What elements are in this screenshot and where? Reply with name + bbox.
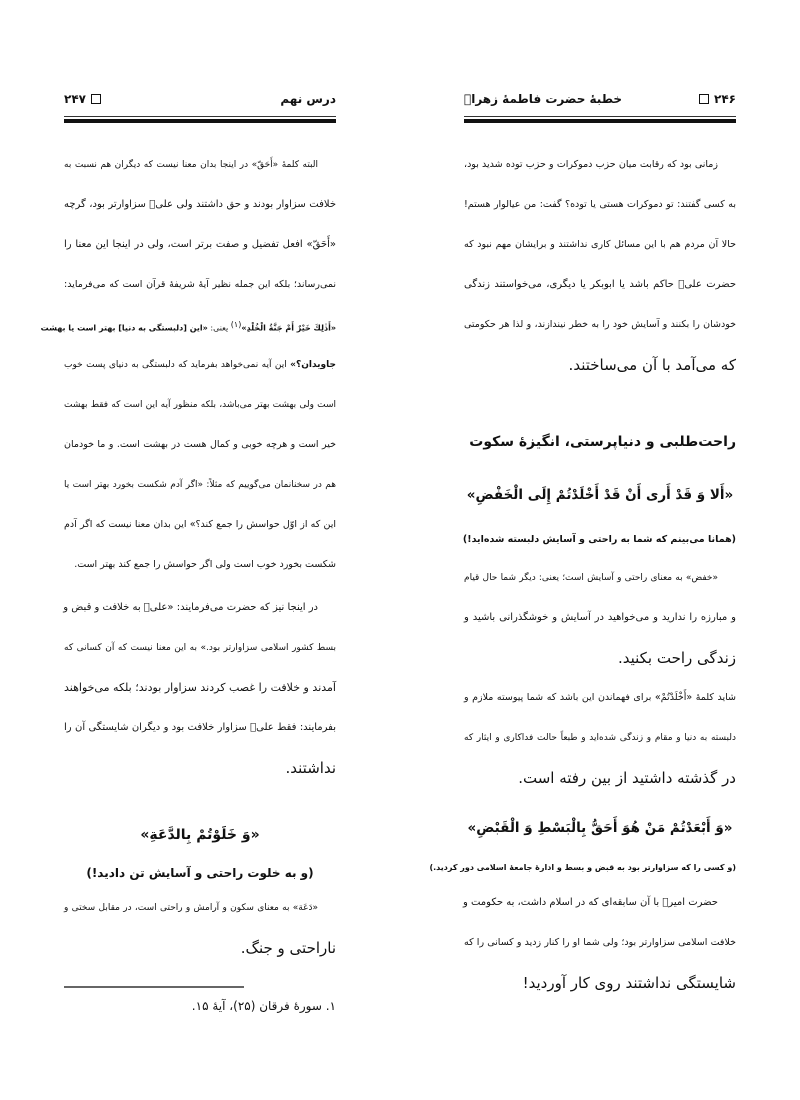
footnote: ۱. سورهٔ فرقان (۲۵)، آیهٔ ۱۵.: [191, 999, 336, 1013]
arabic-quote: «أَلا وَ قَدْ أَری أَنْ قَدْ أَخْلَدْتُمْ إِلَی الْخَفْضِ»: [466, 487, 734, 503]
text-line: [40, 305, 336, 345]
square-icon: [699, 94, 709, 104]
text-line: «دَعَة» به معنای سکون و آرامش و راحتی است، در مقابل سختی و: [64, 903, 318, 913]
text-line: هم در سخنانمان می‌گوییم که مثلاً: «اگر آدم شکست بخورد بهتر است یا: [64, 480, 336, 490]
text-line: «خفض» به معنای راحتی و آسایش است؛ یعنی: دیگر شما حال قیام: [464, 573, 718, 583]
running-title: درس نهم: [280, 92, 336, 106]
paragraph: [464, 678, 736, 798]
paragraph: [464, 145, 736, 385]
text-line: نمی‌رساند؛ بلکه این جمله نظیر آیهٔ شریفهٔ قرآن است که می‌فرماید:: [64, 279, 336, 290]
arabic-quote: «وَ خَلَوْتُمْ بِالدَّعَةِ»: [140, 827, 260, 843]
header-rule-thick: [464, 119, 736, 123]
section-heading: راحت‌طلبی و دنیاپرستی، انگیزهٔ سکوت: [469, 434, 736, 450]
right-page: [429, 84, 736, 1003]
header-rule: [64, 116, 336, 117]
page-number: [699, 92, 736, 106]
text-line: دلبسته به دنیا و مقام و زندگی شده‌اید و طبعاً حالت فداکاری و ایثار که: [464, 733, 736, 743]
page-header: [64, 84, 336, 114]
header-rule-thick: [64, 119, 336, 123]
text-line: شایستگی نداشتند روی کار آوردید!: [522, 974, 736, 992]
paragraph: [40, 145, 336, 585]
text-line: البته کلمهٔ «أَحَقّ» در اینجا بدان معنا نیست که دیگران هم نسبت به: [64, 160, 318, 170]
text-line: بسط کشور اسلامی سزاوارتر بود.» به این معنا نیست که آن کسانی که: [64, 643, 336, 653]
text-line: خودشان را بکنند و آسایش خود را به خطر نیندازند، و لذا هر حکومتی: [464, 319, 736, 330]
text-line: خلافت سزاوار بودند و حق داشتند ولی علیؑ سزاوارتر بود، گرچه: [64, 199, 336, 210]
text-line: در اینجا نیز که حضرت می‌فرمایند: «علیؑ به خلافت و قبض و: [63, 602, 318, 613]
left-page: [40, 84, 336, 1018]
header-rule: [464, 116, 736, 117]
paragraph: [64, 588, 336, 788]
text-line: خلافت اسلامی سزاوارتر بود؛ ولی شما او را کنار زدید و کسانی را که: [464, 937, 736, 948]
text-line: زندگی راحت بکنید.: [617, 649, 736, 667]
running-title: خطبهٔ حضرت فاطمهٔ زهراؑ: [464, 92, 623, 106]
quote-translation: (همانا می‌بینم که شما به راحتی و آسایش دلبسته شده‌اید!): [462, 534, 736, 545]
text-line: حضرت علیؑ حاکم باشد یا ابوبکر یا دیگری، می‌خواستند زندگی: [464, 279, 736, 290]
text-line: زمانی بود که رقابت میان حزب دموکرات و حزب توده شدید بود،: [464, 159, 718, 170]
paragraph: [64, 888, 336, 968]
text-line: در گذشته داشتید از بین رفته است.: [518, 769, 736, 787]
footnote-ref: (۱): [230, 320, 242, 329]
text-line: آمدند و خلافت را غصب کردند سزاوار بودند؛ بلکه می‌خواهند: [64, 681, 336, 694]
text-line: به کسی گفتند: تو دموکرات هستی یا توده؟ گفت: من عیالوار هستم!: [464, 199, 736, 210]
text-segment: «این [دلبستگی به دنیا] بهتر است یا بهشت: [40, 323, 208, 333]
text-line: بفرمایند: فقط علیؑ سزاوار خلافت بود و دیگران شایستگی آن را: [64, 722, 336, 733]
text-line: خیر است و هرچه خوبی و کمال هست در بهشت است. و ما خودمان: [64, 439, 336, 450]
text-line: که می‌آمد با آن می‌ساختند.: [568, 356, 736, 374]
paragraph: [464, 558, 736, 678]
quote-translation: (و به خلوت راحتی و آسایش تن دادید!): [86, 866, 314, 880]
text-line: است ولی بهشت بهتر می‌باشد، بلکه منظور آیه این است که فقط بهشت: [64, 400, 336, 410]
text-line: ناراحتی و جنگ.: [240, 939, 336, 957]
text-segment: «أَذٰلِكَ خَيْرٌ أَمْ جَنَّةُ الْخُلْدِ»: [241, 323, 336, 333]
text-segment: جاویدان؟»: [290, 360, 336, 370]
page-number: [64, 92, 101, 106]
text-segment: این آیه نمی‌خواهد بفرماید که دلبستگی به دنیای پست خوب: [64, 360, 291, 370]
text-line: حضرت امیرؑ با آن سابقه‌ای که در اسلام داشت، به حکومت و: [462, 897, 718, 908]
text-line: شکست بخورد خوب است ولی اگر حواسش را جمع کند بهتر است.: [74, 559, 336, 570]
text-line: نداشتند.: [285, 759, 336, 777]
text-line: [64, 345, 336, 385]
text-line: «أَحَقّ» افعل تفضیل و صفت برتر است، ولی در اینجا این معنا را: [64, 239, 336, 250]
text-line: حالا آن مردم هم با این مسائل کاری نداشتند و برایشان مهم نبود که: [464, 239, 736, 250]
arabic-quote: «وَ أَبْعَدْتُمْ مَنْ هُوَ أَحَقُّ بِالْبَسْطِ وَ الْقَبْضِ»: [467, 820, 733, 836]
text-line: این که از اوّل حواسش را جمع کند؟» این بدان معنا نیست که اگر آدم: [64, 519, 336, 530]
text-line: شاید کلمهٔ «أَخْلَدْتُمْ» برای فهماندن این باشد که شما پیوسته ملازم و: [464, 692, 736, 703]
square-icon: [91, 94, 101, 104]
quote-translation: (و کسی را که سزاوارتر بود به قبض و بسط و ادارهٔ جامعهٔ اسلامی دور کردید.): [429, 863, 736, 872]
paragraph: [464, 883, 736, 1003]
page-header: [464, 84, 736, 114]
text-segment: یعنی:: [207, 323, 231, 333]
text-line: و مبارزه را ندارید و می‌خواهید در آسایش و خوشگذرانی باشید و: [464, 612, 736, 623]
page-number-text: ۲۴۶: [714, 92, 736, 106]
footnote-divider: [64, 986, 244, 988]
page-number-text: ۲۴۷: [64, 92, 86, 106]
